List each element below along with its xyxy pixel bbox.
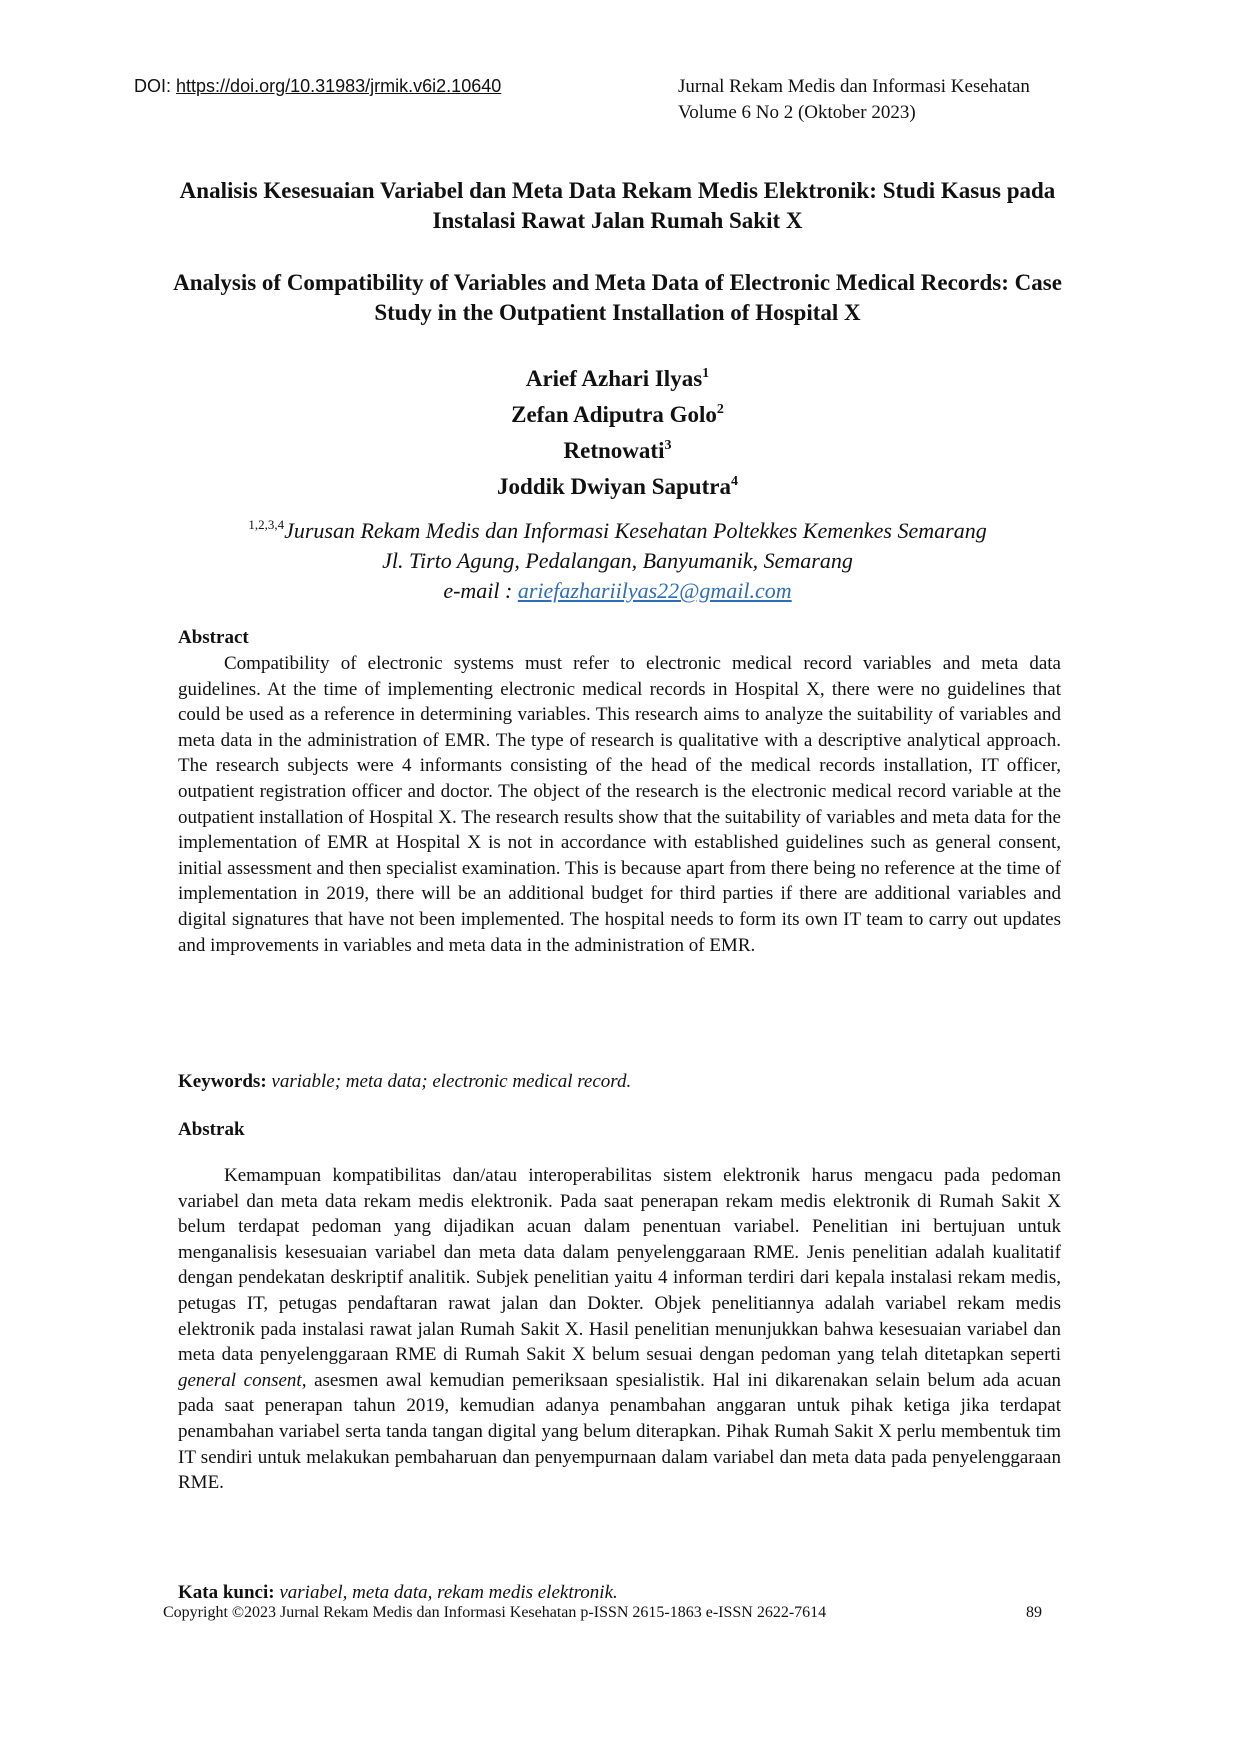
doi-line (134, 76, 501, 97)
kata-kunci: Kata kunci: variabel, meta data, rekam medis elektronik. (178, 1582, 618, 1603)
journal-volume: Volume 6 No 2 (Oktober 2023) (678, 102, 916, 123)
author: Retnowati$^3$ (563, 438, 672, 463)
author: Zefan Adiputra Golo$^2$ (511, 402, 724, 427)
author: Arief Azhari Ilyas$^1$ (525, 366, 710, 391)
email-link[interactable]: ariefazhariilyas22@gmail.com (517, 578, 792, 603)
affiliation-address: Jl. Tirto Agung, Pedalangan, Banyumanik, Semarang (382, 548, 853, 573)
doi-label: DOI: (134, 76, 172, 96)
journal-name: Jurnal Rekam Medis dan Informasi Kesehatan (678, 76, 1030, 97)
abstract-text: Compatibility of electronic systems must refer to electronic medical record variables and meta data guidelines. At the time of implementing electronic medical records in Hospital X, there were no guidelines that could be used as a reference in determining variables. This research aims to analyze the suitability of variables and meta data in the administration of EMR. The type of research is qualitative with a descriptive analytical approach. The research subjects were 4 informants consisting of the head of the medical records installation, IT officer, outpatient registration officer and doctor. The object of the research is the electronic medical record variable at the outpatient installation of Hospital X. The research results show that the suitability of variables and meta data for the implementation of EMR at Hospital X is not in accordance with established guidelines such as general consent, initial assessment and then specialist examination. This is because apart from there being no reference at the time of implementation in 2019, there will be an additional budget for third parties if there are additional variables and digital signatures that have not been implemented. The hospital needs to form its own IT team to carry out updates and improvements in variables and meta data in the administration of EMR. (178, 653, 1061, 956)
affiliation-institution: $^{1,2,3,4}$Jurusan Rekam Medis dan Informasi Kesehatan Poltekkes Kemenkes Semarang (248, 517, 987, 543)
journal-info (678, 74, 1030, 126)
affiliation (150, 510, 1085, 606)
footer-copyright: Copyright ©2023 Jurnal Rekam Medis dan Informasi Kesehatan p-ISSN 2615-1863 e-ISSN 2622-7614 (163, 1604, 827, 1621)
keywords: Keywords: variable; meta data; electronic medical record. (178, 1071, 632, 1092)
abstract-heading: Abstract (178, 627, 249, 648)
doi-link[interactable]: https://doi.org/10.31983/jrmik.v6i2.10640 (176, 76, 502, 96)
author: Joddik Dwiyan Saputra$^4$ (497, 474, 738, 499)
page-number: 89 (1026, 1604, 1042, 1621)
title-indonesian: Analisis Kesesuaian Variabel dan Meta Data Rekam Medis Elektronik: Studi Kasus pada Instalasi Rawat Jalan Rumah Sakit X (179, 178, 1056, 233)
abstrak-text: Kemampuan kompatibilitas dan/atau interoperabilitas sistem elektronik harus mengacu pada pedoman variabel dan meta data rekam medis elektronik. Pada saat penerapan rekam medis elektronik di Rumah Sakit X belum terdapat pedoman yang dijadikan acuan dalam penentuan variabel. Penelitian ini bertujuan untuk menganalisis kesesuaian variabel dan meta data dalam penyelenggaraan RME. Jenis penelitian adalah kualitatif dengan pendekatan deskriptif analitik. Subjek penelitian yaitu 4 informan terdiri dari kepala instalasi rekam medis, petugas IT, petugas pendaftaran rawat jalan dan Dokter. Objek penelitiannya adalah variabel rekam medis elektronik pada instalasi rawat jalan Rumah Sakit X. Hasil penelitian menunjukkan bahwa kesesuaian variabel dan meta data penyelenggaraan RME di Rumah Sakit X belum sesuai dengan pedoman yang telah ditetapkan seperti general consent, asesmen awal kemudian pemeriksaan spesialistik. Hal ini dikarenakan selain belum ada acuan pada saat penerapan tahun 2019, kemudian adanya penambahan anggaran untuk pihak ketiga jika terdapat penambahan variabel serta tanda tangan digital yang belum diterapkan. Pihak Rumah Sakit X perlu membentuk tim IT sendiri untuk melakukan pembaharuan dan penyempurnaan dalam variabel dan meta data pada penyelenggaraan RME. (178, 1165, 1062, 1494)
affiliation-email-line: e-mail : ariefazhariilyas22@gmail.com (443, 578, 792, 603)
abstrak-heading: Abstrak (178, 1119, 245, 1140)
author-list (150, 358, 1085, 502)
title-english: Analysis of Compatibility of Variables and Meta Data of Electronic Medical Records: Case Study in the Outpatient Installation of Hospital X (173, 270, 1062, 325)
